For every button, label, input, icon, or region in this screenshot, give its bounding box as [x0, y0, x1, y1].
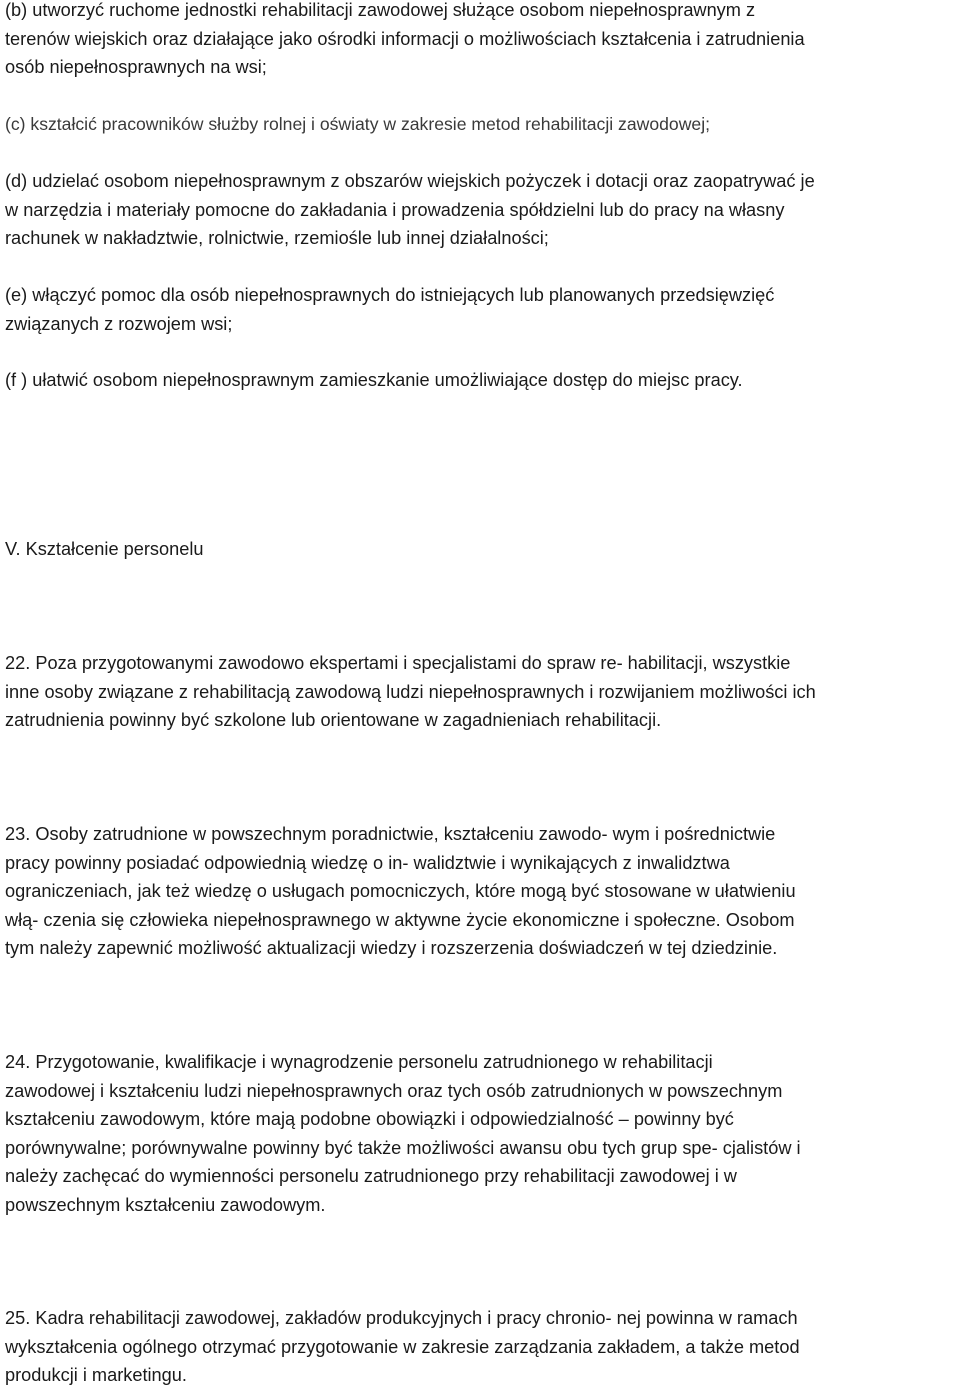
text-line: zatrudnienia powinny być szkolone lub orientowane w zagadnieniach rehabilitacji.: [5, 710, 662, 731]
text-line: 25. Kadra rehabilitacji zawodowej, zakładów produkcyjnych i pracy chronio- nej powinna w ramach: [5, 1308, 798, 1328]
list-item-f: [5, 366, 743, 395]
paragraph-24: [5, 1048, 801, 1220]
text-line: (d) udzielać osobom niepełnosprawnym z obszarów wiejskich pożyczek i dotacji oraz zaopatrywać je: [5, 171, 815, 191]
text-line: włą- czenia się człowieka niepełnosprawnego w aktywne życie ekonomiczne i społeczne. Osobom: [5, 909, 795, 930]
list-item-e: [5, 281, 774, 338]
text-line: pracy powinny posiadać odpowiednią wiedzę o in- walidztwie i wynikających z inwalidztwa: [5, 852, 730, 873]
text-line: osób niepełnosprawnych na wsi;: [5, 57, 267, 78]
text-line: porównywalne; porównywalne powinny być także możliwości awansu obu tych grup spe- cjalistów i: [5, 1137, 801, 1158]
text-line: należy zachęcać do wymienności personelu zatrudnionego przy rehabilitacji zawodowej i w: [5, 1166, 737, 1187]
text-line: (f ) ułatwić osobom niepełnosprawnym zamieszkanie umożliwiające dostęp do miejsc pracy.: [5, 370, 743, 390]
text-line: związanych z rozwojem wsi;: [5, 313, 233, 334]
list-item-d: [5, 167, 815, 253]
text-line: 24. Przygotowanie, kwalifikacje i wynagrodzenie personelu zatrudnionego w rehabilitacji: [5, 1052, 713, 1072]
paragraph-22: [5, 649, 816, 735]
text-line: ograniczeniach, jak też wiedzę o usługach pomocniczych, które mogą być stosowane w ułatwieniu: [5, 881, 796, 902]
text-line: 23. Osoby zatrudnione w powszechnym poradnictwie, kształceniu zawodo- wym i pośrednictwie: [5, 824, 776, 844]
text-line: rachunek w nakładztwie, rolnictwie, rzemiośle lub innej działalności;: [5, 228, 549, 249]
text-line: tym należy zapewnić możliwość aktualizacji wiedzy i rozszerzenia doświadczeń w tej dziedzinie.: [5, 938, 778, 959]
text-line: 22. Poza przygotowanymi zawodowo ekspertami i specjalistami do spraw re- habilitacji, wszystkie: [5, 653, 791, 673]
text-line: (c) kształcić pracowników służby rolnej i oświaty w zakresie metod rehabilitacji zawodowej;: [5, 114, 710, 134]
list-item-c: [5, 110, 710, 139]
text-line: zawodowej i kształceniu ludzi niepełnosprawnych oraz tych osób zatrudnionych w powszechnym: [5, 1080, 783, 1101]
list-item-b: [5, 0, 805, 82]
text-line: terenów wiejskich oraz działające jako ośrodki informacji o możliwościach kształcenia i zatrudnienia: [5, 28, 805, 49]
text-line: kształceniu zawodowym, które mają podobne obowiązki i odpowiedzialność – powinny być: [5, 1109, 734, 1130]
paragraph-25: [5, 1304, 800, 1390]
text-line: w narzędzia i materiały pomocne do zakładania i prowadzenia spółdzielni lub do pracy na własny: [5, 199, 785, 220]
paragraph-23: [5, 820, 796, 963]
text-line: (e) włączyć pomoc dla osób niepełnosprawnych do istniejących lub planowanych przedsięwzięć: [5, 285, 775, 305]
text-line: wykształcenia ogólnego otrzymać przygotowanie w zakresie zarządzania zakładem, a także metod: [5, 1336, 800, 1357]
text-line: produkcji i marketingu.: [5, 1365, 187, 1386]
text-line: inne osoby związane z rehabilitacją zawodową ludzi niepełnosprawnych i rozwijaniem możliwości ich: [5, 681, 816, 702]
text-line: powszechnym kształceniu zawodowym.: [5, 1194, 326, 1215]
text-line: (b) utworzyć ruchome jednostki rehabilitacji zawodowej służące osobom niepełnosprawnym z: [5, 0, 756, 20]
section-heading: V. Kształcenie personelu: [5, 539, 204, 559]
